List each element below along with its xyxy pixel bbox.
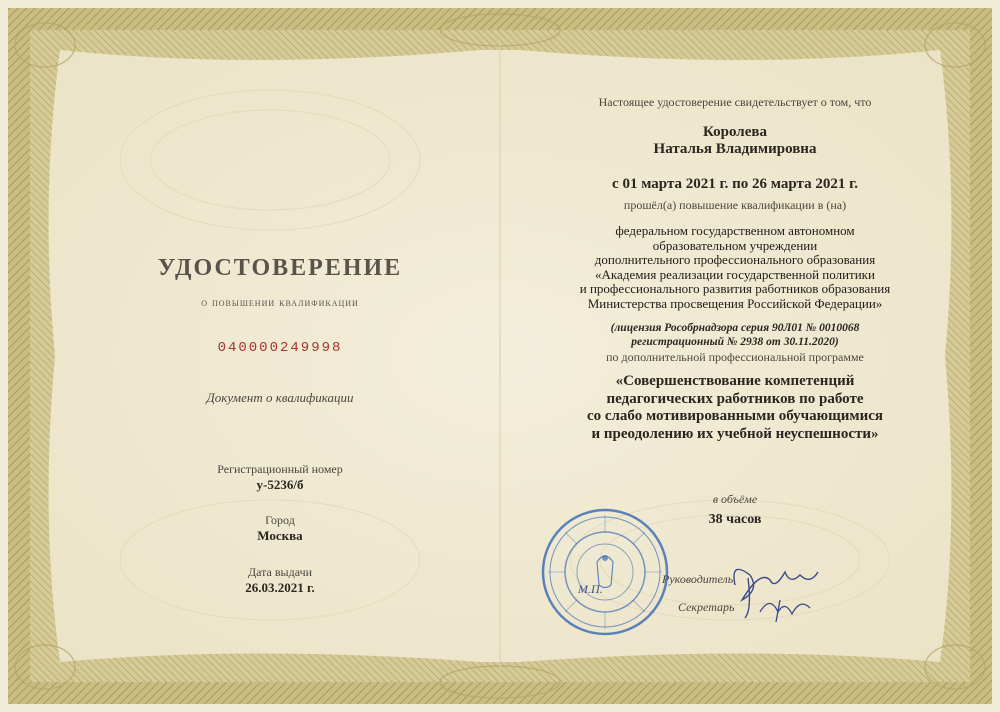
institution-line: «Академия реализации государственной политики [595, 266, 875, 282]
holder-given-names: Наталья Владимировна [653, 141, 817, 157]
institution-line: Министерства просвещения Российской Федерации» [587, 295, 883, 311]
training-period: с 01 марта 2021 г. по 26 марта 2021 г. [612, 176, 858, 192]
city-value: Москва [257, 528, 303, 543]
passed-text: прошёл(а) повышение квалификации в (на) [623, 198, 847, 212]
program-label: по дополнительной профессиональной программе [606, 350, 864, 364]
serial-number: 040000249998 [217, 340, 343, 356]
registration-label: Регистрационный номер [217, 462, 343, 476]
document-title: УДОСТОВЕРЕНИЕ [157, 255, 403, 281]
license-line: регистрационный № 2938 от 30.11.2020) [631, 336, 839, 348]
program-line: педагогических работников по работе [606, 390, 864, 407]
city-label: Город [265, 513, 295, 527]
registration-value: у-5236/б [256, 477, 304, 492]
issue-date-label: Дата выдачи [247, 565, 313, 579]
head-label: Руководитель [662, 572, 734, 586]
institution-line: образовательном учреждении [652, 237, 818, 253]
holder-name [505, 124, 965, 158]
program-title [505, 373, 965, 443]
institution-line: дополнительного профессионального образования [594, 252, 876, 267]
volume-label: в объёме [712, 492, 758, 506]
stamp-mark: М.П. [578, 582, 603, 596]
program-line: и преодолению их учебной неуспешности» [591, 425, 879, 442]
institution-name [505, 224, 965, 311]
license-info [505, 321, 965, 349]
secretary-label: Секретарь [678, 600, 735, 614]
hours-value: 38 часов [708, 512, 762, 527]
document-subtitle: о повышении квалификации [201, 295, 359, 309]
program-line: со слабо мотивированными обучающимися [586, 408, 884, 424]
institution-line: федеральном государственном автономном [615, 223, 855, 238]
holder-surname: Королева [703, 124, 767, 140]
issue-date-value: 26.03.2021 г. [245, 580, 315, 595]
institution-line: и профессионального развития работников образования [579, 281, 891, 296]
license-line: (лицензия Рособрнадзора серия 90Л01 № 0010068 [610, 322, 860, 334]
document-kind: Документ о квалификации [206, 390, 354, 405]
program-line: «Совершенствование компетенций [615, 373, 855, 389]
intro-text: Настоящее удостоверение свидетельствует о том, что [598, 95, 872, 109]
